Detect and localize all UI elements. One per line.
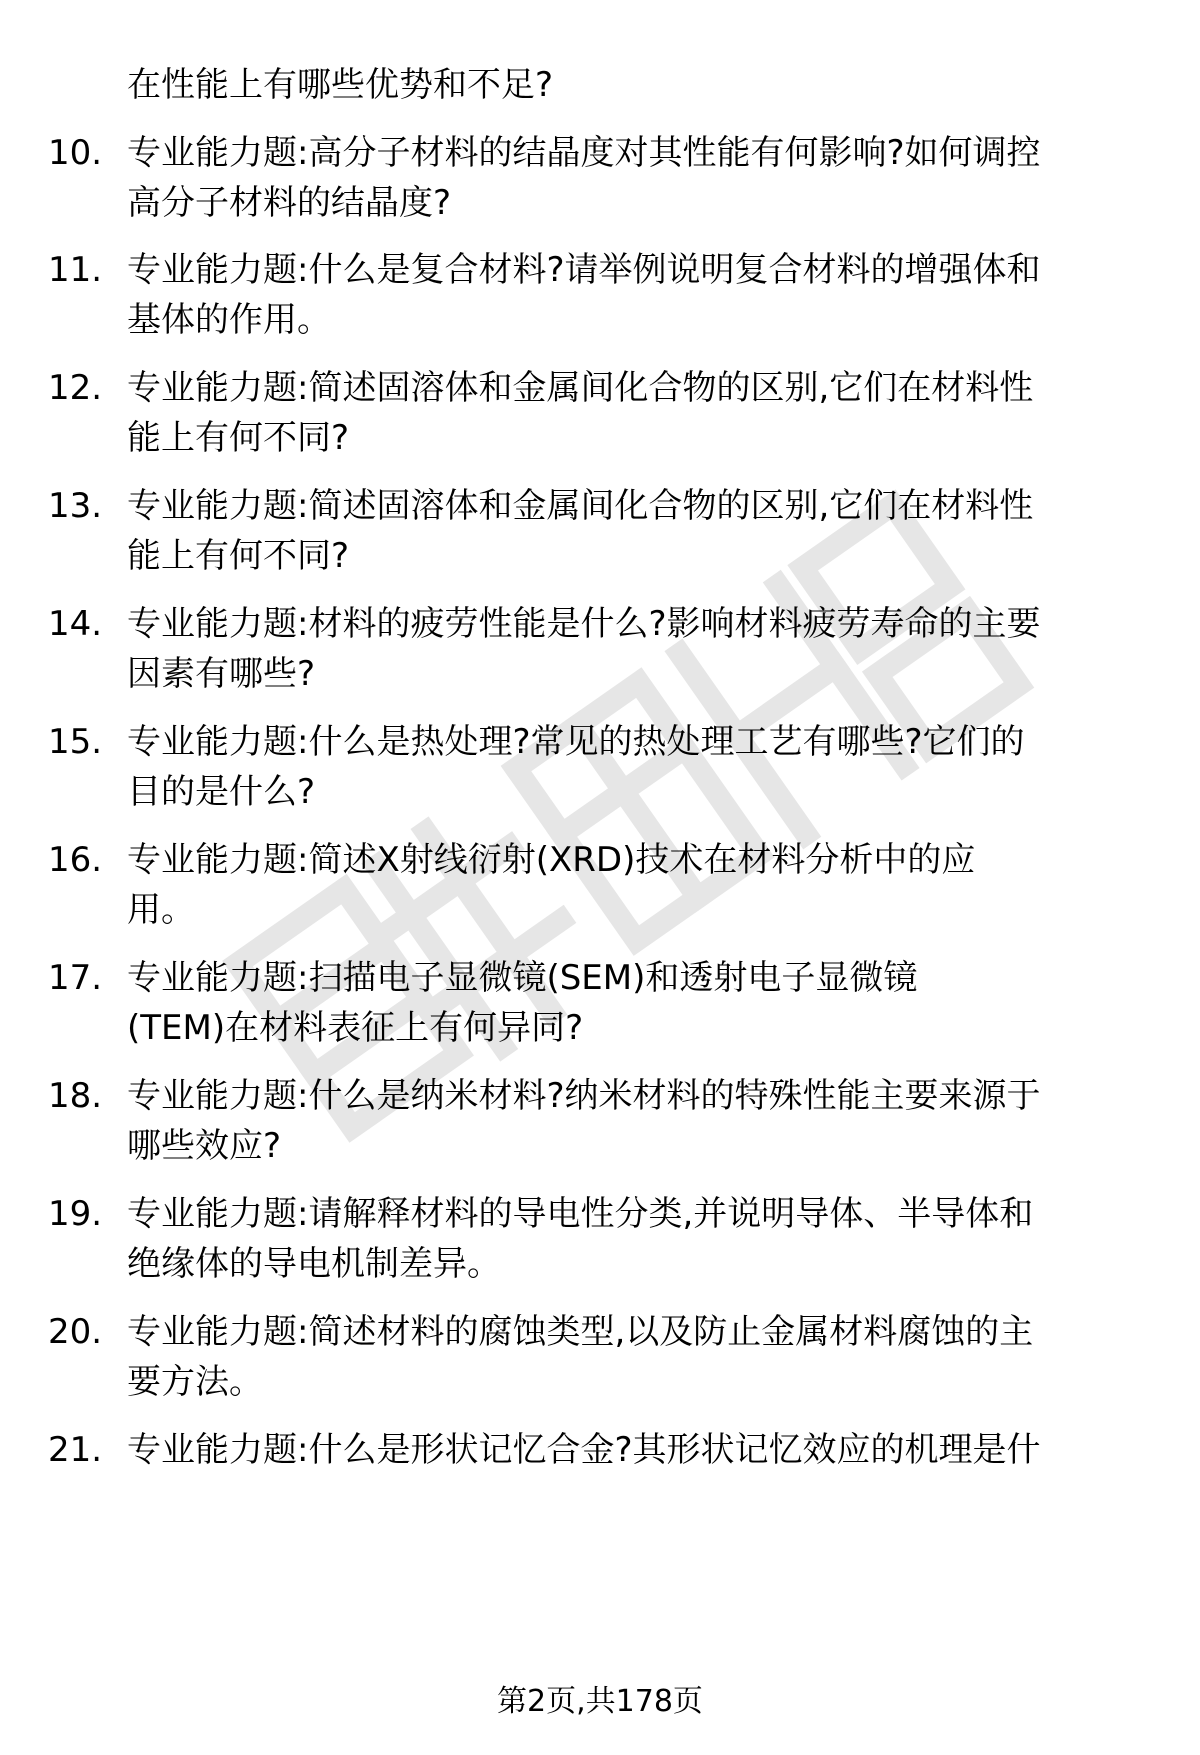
question-text-line-2: (TEM)在材料表征上有何异同? (127, 1008, 584, 1048)
question-text-line-2: 基体的作用。 (127, 300, 331, 340)
question-number: 17. (48, 958, 103, 998)
question-text-line-1: 专业能力题:简述材料的腐蚀类型,以及防止金属材料腐蚀的主 (127, 1312, 1034, 1352)
question-text-line-1: 专业能力题:什么是形状记忆合金?其形状记忆效应的机理是什 (127, 1430, 1041, 1470)
question-text-line-2: 高分子材料的结晶度? (127, 183, 452, 223)
question-text-line-1: 专业能力题:简述固溶体和金属间化合物的区别,它们在材料性 (127, 368, 1034, 408)
question-text-line-1: 专业能力题:材料的疲劳性能是什么?影响材料疲劳寿命的主要 (127, 604, 1041, 644)
question-number: 12. (48, 368, 103, 408)
question-number: 13. (48, 486, 103, 526)
question-text-line-1: 专业能力题:什么是热处理?常见的热处理工艺有哪些?它们的 (127, 722, 1025, 762)
question-text-line-1: 专业能力题:高分子材料的结晶度对其性能有何影响?如何调控 (127, 133, 1041, 173)
question-number: 16. (48, 840, 103, 880)
question-text-line-1: 专业能力题:请解释材料的导电性分类,并说明导体、半导体和 (127, 1194, 1034, 1234)
question-text-line-2: 目的是什么? (127, 772, 316, 812)
question-number: 11. (48, 250, 103, 290)
question-text-line-2: 用。 (127, 890, 195, 930)
question-number: 10. (48, 133, 103, 173)
question-number: 19. (48, 1194, 103, 1234)
question-text-line-2: 因素有哪些? (127, 654, 316, 694)
question-text-line-2: 绝缘体的导电机制差异。 (127, 1244, 501, 1284)
question-number: 21. (48, 1430, 103, 1470)
question-number: 14. (48, 604, 103, 644)
question-text-line-2: 要方法。 (127, 1362, 263, 1402)
continuation-text: 在性能上有哪些优势和不足? (127, 65, 554, 105)
question-text-line-1: 专业能力题:什么是复合材料?请举例说明复合材料的增强体和 (127, 250, 1041, 290)
question-number: 15. (48, 722, 103, 762)
question-number: 20. (48, 1312, 103, 1352)
question-text-line-1: 专业能力题:扫描电子显微镜(SEM)和透射电子显微镜 (127, 958, 918, 998)
question-text-line-1: 专业能力题:简述X射线衍射(XRD)技术在材料分析中的应 (127, 840, 976, 880)
question-text-line-1: 专业能力题:简述固溶体和金属间化合物的区别,它们在材料性 (127, 486, 1034, 526)
question-text-line-1: 专业能力题:什么是纳米材料?纳米材料的特殊性能主要来源于 (127, 1076, 1041, 1116)
page-footer: 第2页,共178页 (497, 1684, 703, 1719)
question-text-line-2: 能上有何不同? (127, 536, 350, 576)
question-text-line-2: 能上有何不同? (127, 418, 350, 458)
question-number: 18. (48, 1076, 103, 1116)
question-text-line-2: 哪些效应? (127, 1126, 282, 1166)
